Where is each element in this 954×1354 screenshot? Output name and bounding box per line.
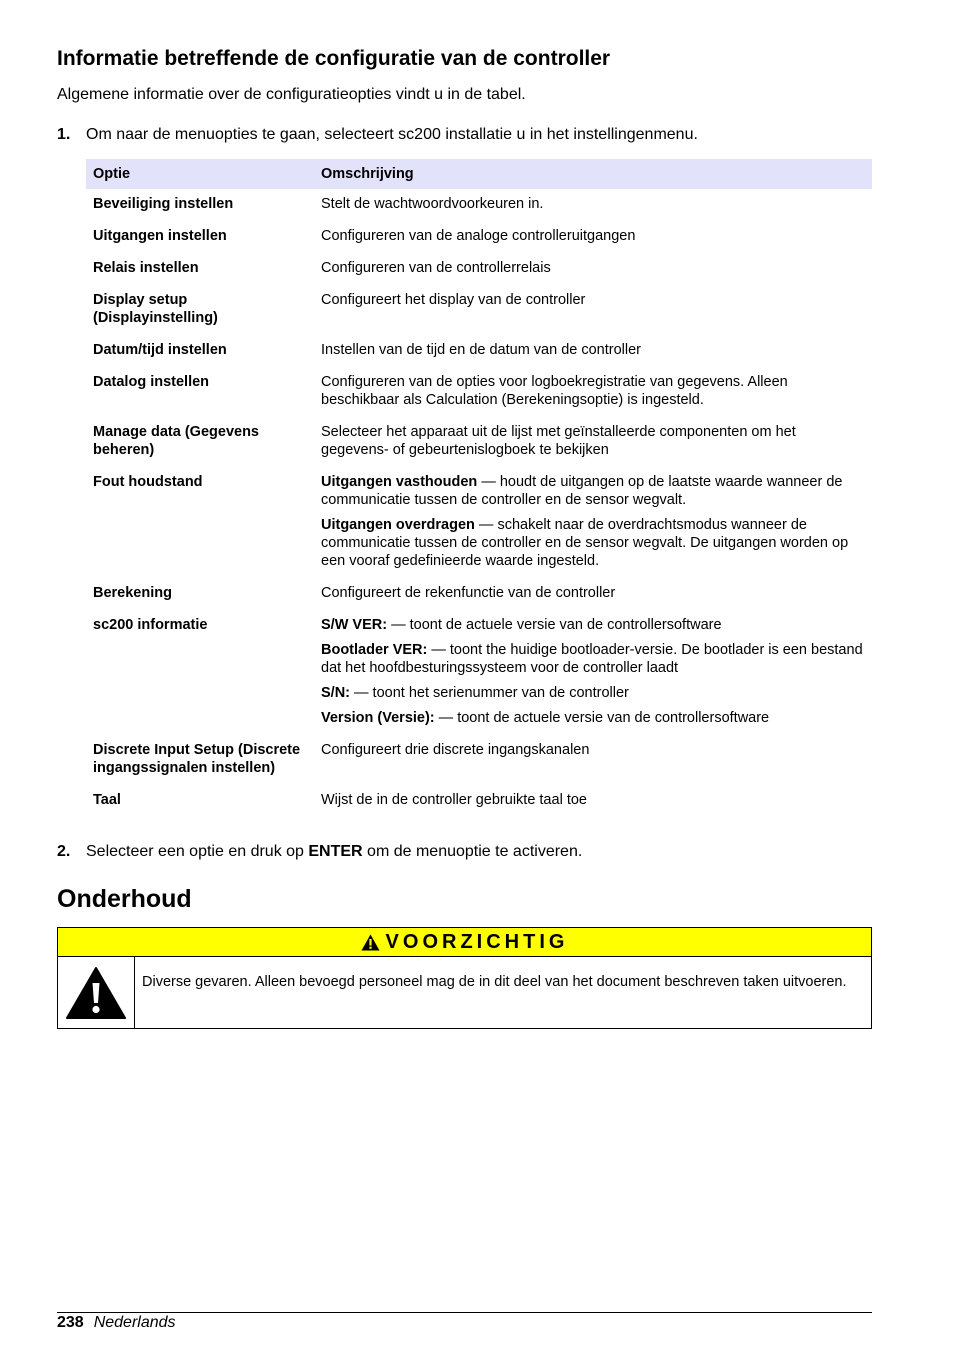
table-row bbox=[86, 417, 872, 467]
caution-message: Diverse gevaren. Alleen bevoegd personeel mag de in dit deel van het document beschreven taken uitvoeren. bbox=[142, 974, 847, 990]
step-text: Om naar de menuopties te gaan, selecteert sc200 installatie u in het instellingenmenu. bbox=[86, 126, 698, 143]
header-description: Omschrijving bbox=[314, 159, 872, 189]
option-description bbox=[314, 735, 872, 785]
description-line bbox=[321, 341, 865, 359]
description-text: — toont de actuele versie van de controllersoftware bbox=[434, 710, 770, 726]
description-term: Uitgangen overdragen bbox=[321, 517, 475, 533]
description-text: Configureert de rekenfunctie van de controller bbox=[321, 585, 616, 601]
table-header-row bbox=[86, 159, 872, 189]
option-name: Display setup (Displayinstelling) bbox=[93, 292, 218, 326]
description-line bbox=[321, 709, 865, 727]
option-name: Manage data (Gegevens beheren) bbox=[93, 424, 259, 458]
description-line bbox=[321, 684, 865, 702]
description-line bbox=[321, 741, 865, 759]
description-line bbox=[321, 516, 865, 570]
intro-paragraph: Algemene informatie over de configuratieopties vindt u in de tabel. bbox=[57, 86, 526, 103]
description-line bbox=[321, 195, 865, 213]
configuration-options-table bbox=[86, 159, 872, 817]
description-text: Stelt de wachtwoordvoorkeuren in. bbox=[321, 196, 544, 212]
description-term: S/W VER: bbox=[321, 617, 388, 633]
option-name: Datalog instellen bbox=[93, 374, 210, 390]
page-number: 238 bbox=[57, 1314, 84, 1331]
description-text: Configureren van de analoge controlleruitgangen bbox=[321, 228, 636, 244]
table-row bbox=[86, 335, 872, 367]
option-description bbox=[314, 467, 872, 578]
description-line bbox=[321, 641, 865, 677]
option-name: Beveiliging instellen bbox=[93, 196, 234, 212]
description-text: — toont the huidige bootloader-versie. De bootlader is een bestand dat het hoofdbesturingssysteem voor de controller laadt bbox=[321, 642, 863, 676]
caution-box bbox=[57, 927, 872, 1029]
caution-body bbox=[58, 957, 871, 1028]
description-text: — toont de actuele versie van de controllersoftware bbox=[387, 617, 722, 633]
option-description bbox=[314, 417, 872, 467]
description-term: S/N: bbox=[321, 685, 350, 701]
step-text bbox=[86, 842, 871, 862]
option-description bbox=[314, 578, 872, 610]
table-row bbox=[86, 189, 872, 221]
option-name: sc200 informatie bbox=[93, 617, 208, 633]
description-line bbox=[321, 227, 865, 245]
warning-small-icon bbox=[361, 934, 380, 951]
table-row bbox=[86, 367, 872, 417]
table-row bbox=[86, 253, 872, 285]
option-description bbox=[314, 221, 872, 253]
footer-divider bbox=[57, 1312, 872, 1313]
description-text: Configureert het display van de controller bbox=[321, 292, 586, 308]
option-name: Discrete Input Setup (Discrete ingangssignalen instellen) bbox=[93, 742, 301, 776]
option-name: Relais instellen bbox=[93, 260, 199, 276]
caution-label: VOORZICHTIG bbox=[385, 930, 569, 953]
option-description bbox=[314, 367, 872, 417]
option-name: Datum/tijd instellen bbox=[93, 342, 227, 358]
description-line bbox=[321, 616, 865, 634]
table-row bbox=[86, 221, 872, 253]
page-footer bbox=[57, 1313, 176, 1333]
step-number: 1. bbox=[57, 126, 71, 143]
description-line bbox=[321, 259, 865, 277]
enter-key-label: ENTER bbox=[308, 843, 363, 860]
step-text-pre: Selecteer een optie en druk op bbox=[86, 843, 309, 860]
option-description bbox=[314, 785, 872, 817]
maintenance-title: Onderhoud bbox=[57, 885, 192, 913]
table-row bbox=[86, 785, 872, 817]
description-text: Instellen van de tijd en de datum van de controller bbox=[321, 342, 642, 358]
description-text: Wijst de in de controller gebruikte taal toe bbox=[321, 792, 587, 808]
table-body bbox=[86, 189, 872, 817]
description-text: — schakelt naar de overdrachtsmodus wanneer de communicatie tussen de controller en de sensor wegvalt. De uitgangen worden op een vooraf gedefinieerde waarde ingesteld. bbox=[321, 517, 849, 569]
warning-triangle-icon bbox=[65, 966, 127, 1020]
table-row bbox=[86, 578, 872, 610]
option-description bbox=[314, 335, 872, 367]
table-row bbox=[86, 610, 872, 735]
description-term: Version (Versie): bbox=[321, 710, 435, 726]
option-name: Taal bbox=[93, 792, 121, 808]
description-text: Configureert drie discrete ingangskanalen bbox=[321, 742, 590, 758]
description-line bbox=[321, 584, 865, 602]
description-line bbox=[321, 473, 865, 509]
description-text: Configureren van de opties voor logboekregistratie van gegevens. Alleen beschikbaar als Calculation (Berekeningsoptie) is ingesteld. bbox=[321, 374, 788, 408]
description-line bbox=[321, 423, 865, 459]
description-text: Configureren van de controllerrelais bbox=[321, 260, 551, 276]
option-description bbox=[314, 610, 872, 735]
option-description bbox=[314, 253, 872, 285]
option-name: Fout houdstand bbox=[93, 474, 203, 490]
description-term: Bootlader VER: bbox=[321, 642, 428, 658]
description-line bbox=[321, 291, 865, 309]
description-line bbox=[321, 373, 865, 409]
option-description bbox=[314, 285, 872, 335]
description-term: Uitgangen vasthouden bbox=[321, 474, 478, 490]
description-text: — toont het serienummer van de controller bbox=[350, 685, 629, 701]
step-number: 2. bbox=[57, 843, 71, 860]
table-row bbox=[86, 467, 872, 578]
header-option: Optie bbox=[86, 159, 314, 189]
caution-header bbox=[58, 928, 871, 957]
footer-language: Nederlands bbox=[93, 1314, 176, 1331]
table-row bbox=[86, 285, 872, 335]
section-heading: Informatie betreffende de configuratie van de controller bbox=[57, 47, 611, 70]
caution-icon-cell bbox=[58, 957, 135, 1028]
option-description bbox=[314, 189, 872, 221]
option-name: Berekening bbox=[93, 585, 172, 601]
option-name: Uitgangen instellen bbox=[93, 228, 227, 244]
table-row bbox=[86, 735, 872, 785]
description-line bbox=[321, 791, 865, 809]
step-text-post: om de menuoptie te activeren. bbox=[362, 843, 583, 860]
description-text: — houdt de uitgangen op de laatste waarde wanneer de communicatie tussen de controller en de sensor wegvalt. bbox=[321, 474, 843, 508]
description-text: Selecteer het apparaat uit de lijst met geïnstalleerde componenten om het gegevens- of gebeurtenislogboek te bekijken bbox=[321, 424, 796, 458]
